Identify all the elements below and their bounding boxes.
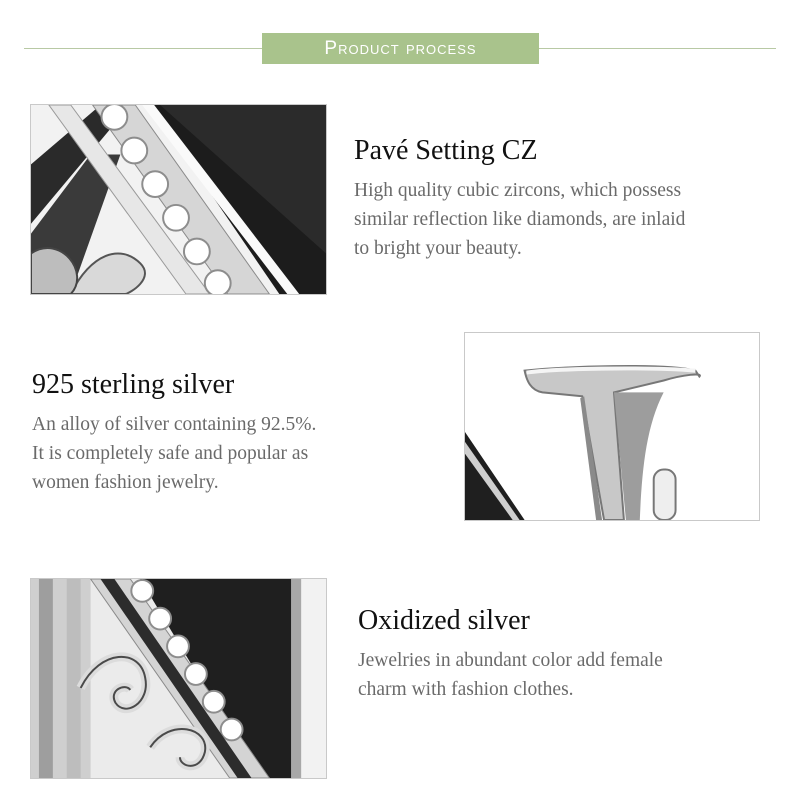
feature-description-line: It is completely safe and popular as: [32, 443, 309, 464]
feature-description-line: An alloy of silver containing 92.5%.: [32, 414, 317, 435]
sterling-silver-photo: [464, 332, 760, 521]
pave-setting-photo: [30, 104, 327, 295]
feature-title: 925 sterling silver: [32, 369, 235, 400]
feature-oxidized-silver: [358, 604, 663, 704]
section-title: Product process: [324, 38, 477, 59]
feature-description-line: charm with fashion clothes.: [358, 679, 574, 700]
feature-title: Pavé Setting CZ: [354, 135, 538, 166]
header-divider-left: [24, 48, 262, 49]
feature-sterling-silver: [32, 368, 316, 497]
feature-description-line: to bright your beauty.: [354, 238, 522, 259]
feature-description-line: High quality cubic zircons, which possess: [354, 180, 682, 201]
feature-pave-setting: [354, 134, 685, 263]
feature-title: Oxidized silver: [358, 605, 530, 636]
feature-description-line: Jewelries in abundant color add female: [358, 650, 663, 671]
header-divider-right: [539, 48, 776, 49]
oxidized-silver-photo: [30, 578, 327, 779]
section-title-badge: [262, 33, 539, 64]
feature-description-line: similar reflection like diamonds, are inlaid: [354, 209, 686, 230]
feature-description-line: women fashion jewelry.: [32, 472, 219, 493]
